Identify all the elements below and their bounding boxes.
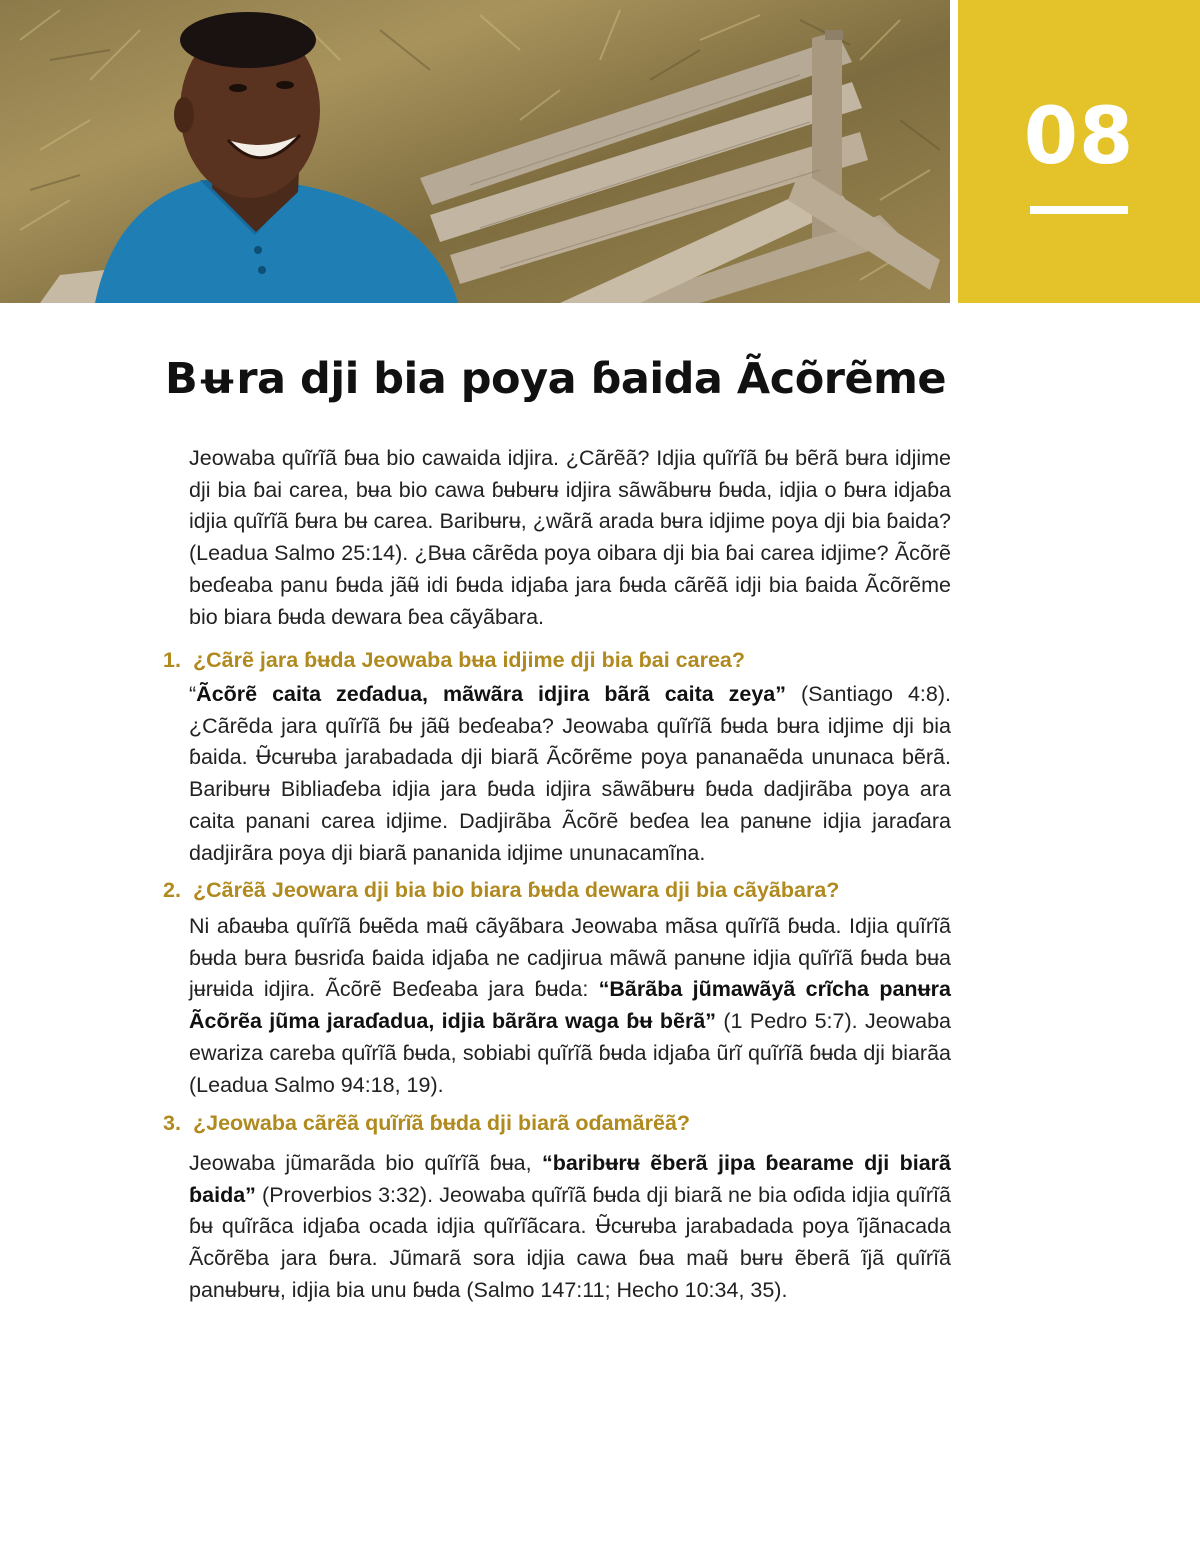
chapter-underline — [1030, 206, 1128, 214]
question-text: ¿Cãrẽã Jeowara dji bia bio biara ɓʉda dewara dji bia cãyãbara? — [192, 878, 840, 902]
hero-photo — [0, 0, 950, 303]
chapter-number: 08 — [1023, 92, 1135, 182]
answer-text: “ — [189, 682, 197, 706]
question-number: 3. — [163, 1111, 181, 1135]
answer-text: Jeowaba jũmarãda bio quĩrĩã ɓʉa, — [189, 1151, 542, 1175]
answer-text: (Santiago 4:8). ¿Cãrẽda jara quĩrĩã ɓʉ jãʉ̃ beɗeaba? Jeowaba quĩrĩã ɓʉda bʉra idjime dji bia ɓaida. Ʉ̃cʉrʉba jarabadada dji biarã Ãcõrẽme poya pananaẽda ununaca bẽrã. Baribʉrʉ Bibliaɗeba idjia jara ɓʉda idjira sãwãbʉrʉ ɓʉda dadjirãba poya ara caita panani carea idjime. Dadjirãba Ãcõrẽ beɗea lea panʉne idjia jaraɗara dadjirãra poya dji biarã pananida idjime ununacamĩna. — [189, 682, 951, 865]
question-text: ¿Cãrẽ jara ɓʉda Jeowaba bʉa idjime dji bia ɓai carea? — [192, 648, 746, 672]
question-number: 1. — [163, 648, 181, 672]
answer-text: (Proverbios 3:32). Jeowaba quĩrĩã ɓʉda dji biarã ne bia oɗida idjia quĩrĩã ɓʉ quĩrãca idjaɓa ocada idjia quĩrĩãcara. Ʉ̃cʉrʉba jarabadada poya ĩjãnacada Ãcõrẽba jara ɓʉra. Jũmarã sora idjia cawa ɓʉa maʉ̃ bʉrʉ ẽberã ĩjã quĩrĩã panʉbʉrʉ, idjia bia unu ɓʉda (Salmo 147:11; Hecho 10:34, 35). — [189, 1182, 951, 1302]
bible-quote: Ãcõrẽ caita zeɗadua, mãwãra idjira bãrã caita zeya” — [196, 682, 787, 706]
answer-3 — [189, 1148, 951, 1307]
question-3 — [163, 1108, 953, 1138]
chapter-badge — [958, 0, 1200, 303]
bible-quote: “Bãrãba jũmawãyã crĩcha panʉra Ãcõrẽa jũma jaraɗadua, idjia bãrãra waga ɓʉ bẽrã” — [189, 977, 951, 1034]
answer-1 — [189, 679, 951, 869]
intro-paragraph: Jeowaba quĩrĩã ɓʉa bio cawaida idjira. ¿Cãrẽã? Idjia quĩrĩã ɓʉ bẽrã bʉra idjime dji bia ɓai carea, bʉa bio cawa ɓʉbʉrʉ idjira sãwãbʉrʉ ɓʉda, idjia o ɓʉra idjaɓa idjia quĩrĩã ɓʉra bʉ carea. Baribʉrʉ, ¿wãrã arada bʉra idjime poya dji bia ɓaida? (Leadua Salmo 25:14). ¿Bʉa cãrẽda poya oibara dji bia ɓai carea idjime? Ãcõrẽ beɗeaba panu ɓʉda jãʉ̃ idi ɓʉda idjaɓa jara ɓʉda cãrẽã idji bia ɓaida Ãcõrẽme bio biara ɓʉda dewara ɓea cãyãbara. — [189, 446, 951, 629]
answer-text: Ni aɓaʉba quĩrĩã ɓʉẽda maʉ̃ cãyãbara Jeowaba mãsa quĩrĩã ɓʉda. Idjia quĩrĩã ɓʉda bʉra ɓʉsriɗa ɓaida idjaɓa ne cadjirua mãwã panʉne idjia quĩrĩã ɓʉda bʉa jʉrʉida idjira. Ãcõrẽ Beɗeaba jara ɓʉda: — [189, 914, 951, 1002]
answer-text: (1 Pedro 5:7). Jeowaba ewariza careba quĩrĩã ɓʉda, sobiabi quĩrĩã ɓʉda idjaɓa ũrĩ quĩrĩã ɓʉda dji biarãa (Leadua Salmo 94:18, 19). — [189, 1009, 952, 1097]
question-1 — [163, 645, 953, 675]
answer-2 — [189, 911, 951, 1101]
question-2 — [163, 875, 953, 905]
bible-quote: “baribʉrʉ ẽberã jipa ɓearame dji biarã ɓaida” — [189, 1151, 951, 1207]
question-number: 2. — [163, 878, 181, 902]
page-title: Bʉra dji bia poya ɓaida Ãcõrẽme — [165, 354, 947, 404]
question-text: ¿Jeowaba cãrẽã quĩrĩã ɓʉda dji biarã oɗamãrẽã? — [192, 1111, 691, 1135]
hero-photo-illustration — [0, 0, 950, 303]
